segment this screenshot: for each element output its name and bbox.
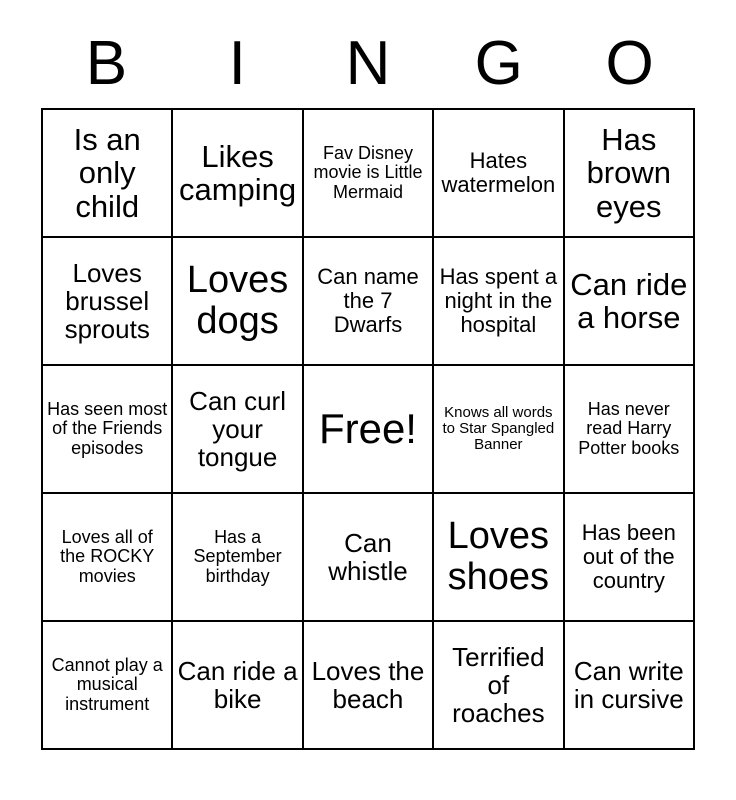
bingo-cell[interactable]: Loves dogs: [172, 237, 302, 365]
bingo-cell[interactable]: Knows all words to Star Spangled Banner: [433, 365, 563, 493]
bingo-cell[interactable]: Can whistle: [303, 493, 433, 621]
bingo-cell[interactable]: Loves brussel sprouts: [42, 237, 172, 365]
bingo-letter-o: O: [605, 29, 654, 98]
bingo-cell[interactable]: Can ride a bike: [172, 621, 302, 749]
bingo-cell[interactable]: Terrified of roaches: [433, 621, 563, 749]
bingo-cell[interactable]: Can curl your tongue: [172, 365, 302, 493]
bingo-cell[interactable]: Has a September birthday: [172, 493, 302, 621]
bingo-grid: [41, 108, 695, 750]
bingo-cell[interactable]: Is an only child: [42, 109, 172, 237]
bingo-row: [42, 109, 694, 237]
bingo-cell[interactable]: Can ride a horse: [564, 237, 694, 365]
bingo-cell[interactable]: Has seen most of the Friends episodes: [42, 365, 172, 493]
bingo-letter-b: B: [85, 29, 128, 98]
bingo-cell[interactable]: Has spent a night in the hospital: [433, 237, 563, 365]
bingo-cell[interactable]: Has never read Harry Potter books: [564, 365, 694, 493]
bingo-letter-n: N: [345, 29, 391, 98]
bingo-letter-g: G: [474, 29, 523, 98]
bingo-cell[interactable]: Cannot play a musical instrument: [42, 621, 172, 749]
bingo-row: [42, 621, 694, 749]
bingo-grid-wrapper: [41, 108, 695, 750]
bingo-cell[interactable]: Can write in cursive: [564, 621, 694, 749]
bingo-row: [42, 237, 694, 365]
bingo-cell[interactable]: Loves all of the ROCKY movies: [42, 493, 172, 621]
bingo-row: [42, 365, 694, 493]
bingo-cell[interactable]: Hates watermelon: [433, 109, 563, 237]
bingo-cell[interactable]: Has brown eyes: [564, 109, 694, 237]
bingo-letter-i: I: [228, 29, 246, 98]
bingo-header: [41, 0, 695, 100]
bingo-cell-free[interactable]: Free!: [303, 365, 433, 493]
bingo-cell[interactable]: Can name the 7 Dwarfs: [303, 237, 433, 365]
bingo-cell[interactable]: Loves the beach: [303, 621, 433, 749]
bingo-cell[interactable]: Has been out of the country: [564, 493, 694, 621]
bingo-row: [42, 493, 694, 621]
bingo-cell[interactable]: Loves shoes: [433, 493, 563, 621]
bingo-cell[interactable]: Fav Disney movie is Little Mermaid: [303, 109, 433, 237]
bingo-cell[interactable]: Likes camping: [172, 109, 302, 237]
